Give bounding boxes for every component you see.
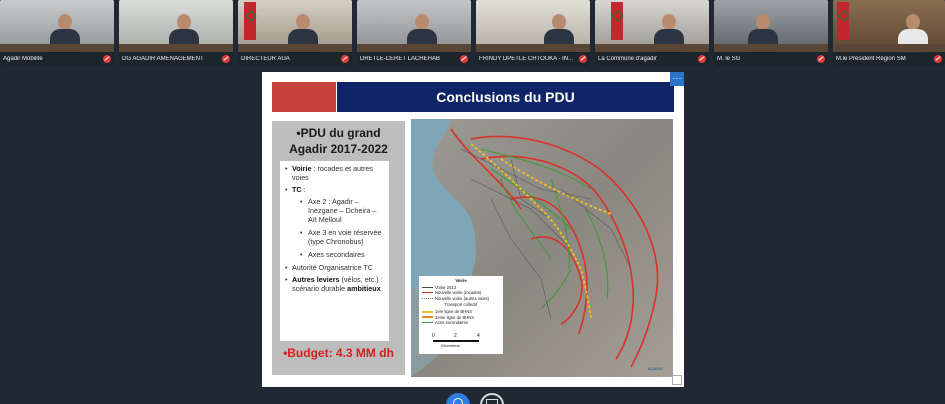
slide-title: Conclusions du PDU xyxy=(436,89,575,105)
slide-header xyxy=(272,82,674,112)
panel-heading: •PDU du grand Agadir 2017-2022 xyxy=(289,126,388,156)
agadir-logo: AGADIR xyxy=(647,366,663,371)
desk xyxy=(357,44,471,52)
desk xyxy=(119,44,233,52)
slide-title-bar xyxy=(337,82,674,112)
participant-name: Agadir Mobilité xyxy=(3,56,43,62)
bullet-voirie: • Voirie : rocades et autres voies xyxy=(284,164,385,182)
share-screen-icon[interactable] xyxy=(446,393,470,404)
flag-icon xyxy=(611,2,623,40)
participant-name: DIRECTEUR AUA xyxy=(241,56,290,62)
participant-tile-1[interactable] xyxy=(119,0,233,66)
bullet-leviers: • Autres leviers (vélos, etc.) : scénario durable ambitieux xyxy=(284,275,385,293)
mic-muted-icon xyxy=(934,55,942,63)
pdu-map xyxy=(411,119,673,377)
mic-muted-icon xyxy=(698,55,706,63)
bullet-axe2: • Axe 2 : Agadir – Inezgane – Dcheira – Aït Melloul xyxy=(284,197,385,224)
desk xyxy=(595,44,709,52)
scale-bar: 0 2 4 Kilometers xyxy=(432,333,480,348)
mic-muted-icon xyxy=(460,55,468,63)
participant-name: DG AGADIR AMENAGEMENT xyxy=(122,56,204,62)
legend-row: 1ère ligne de BHNS xyxy=(422,309,500,315)
mic-muted-icon xyxy=(817,55,825,63)
legend-row: Axes secondaires xyxy=(422,320,500,326)
mic-muted-icon xyxy=(222,55,230,63)
participant-name: FRINDY DPETLE CHTOUKA - IN... xyxy=(479,56,574,62)
mic-muted-icon xyxy=(579,55,587,63)
legend-row: 2ème ligne de BHNS xyxy=(422,315,500,321)
desk xyxy=(833,44,945,52)
flag-icon xyxy=(244,2,256,40)
layout-icon[interactable] xyxy=(480,393,504,404)
participant-tile-4[interactable] xyxy=(476,0,590,66)
menu-icon[interactable]: ··· xyxy=(670,72,684,86)
participant-name: M.le Président Région SM xyxy=(836,56,906,62)
participant-tile-6[interactable] xyxy=(714,0,828,66)
fullscreen-icon[interactable] xyxy=(672,375,682,385)
desk xyxy=(238,44,352,52)
bullet-tc: • TC : xyxy=(284,185,385,194)
mic-muted-icon xyxy=(341,55,349,63)
participant-name: M. le SG xyxy=(717,56,741,62)
desk xyxy=(0,44,114,52)
budget-text: •Budget: 4.3 MM dh xyxy=(283,346,394,360)
participant-name: La Commune d'agadir xyxy=(598,56,657,62)
bullet-axes-secondaires: • Axes secondaires xyxy=(284,250,385,259)
panel-bullets xyxy=(280,161,389,341)
participant-tile-3[interactable] xyxy=(357,0,471,66)
legend-row: Nouvelle voirie (rocades) xyxy=(422,290,500,296)
participant-tile-2[interactable] xyxy=(238,0,352,66)
pdu-summary-panel xyxy=(272,121,405,375)
map-legend: Voirie Voirie 2013 Nouvelle voirie (rocades) Nouvelle voirie (autres voies) Transport collectif 1ère ligne de BHNS 2ème ligne de BHNS Axes secondaires 0 2 4 Kilometers xyxy=(419,276,503,354)
flag-icon xyxy=(837,2,849,40)
participant-tile-7[interactable] xyxy=(833,0,945,66)
legend-row: Nouvelle voirie (autres voies) xyxy=(422,296,500,302)
desk xyxy=(714,44,828,52)
mic-muted-icon xyxy=(103,55,111,63)
bullet-autorite: • Autorité Organisatrice TC xyxy=(284,263,385,272)
participant-strip xyxy=(0,0,945,66)
bullet-axe3: • Axe 3 en voie réservée (type Chronobus) xyxy=(284,228,385,246)
participant-name: DRETLE-CERET LACHEHAB xyxy=(360,56,440,62)
slide-accent-block xyxy=(272,82,336,112)
desk xyxy=(476,44,590,52)
meeting-controls xyxy=(444,393,508,404)
legend-row: Voirie 2013 xyxy=(422,285,500,291)
participant-tile-0[interactable] xyxy=(0,0,114,66)
participant-tile-5[interactable] xyxy=(595,0,709,66)
shared-screen[interactable] xyxy=(262,72,684,387)
